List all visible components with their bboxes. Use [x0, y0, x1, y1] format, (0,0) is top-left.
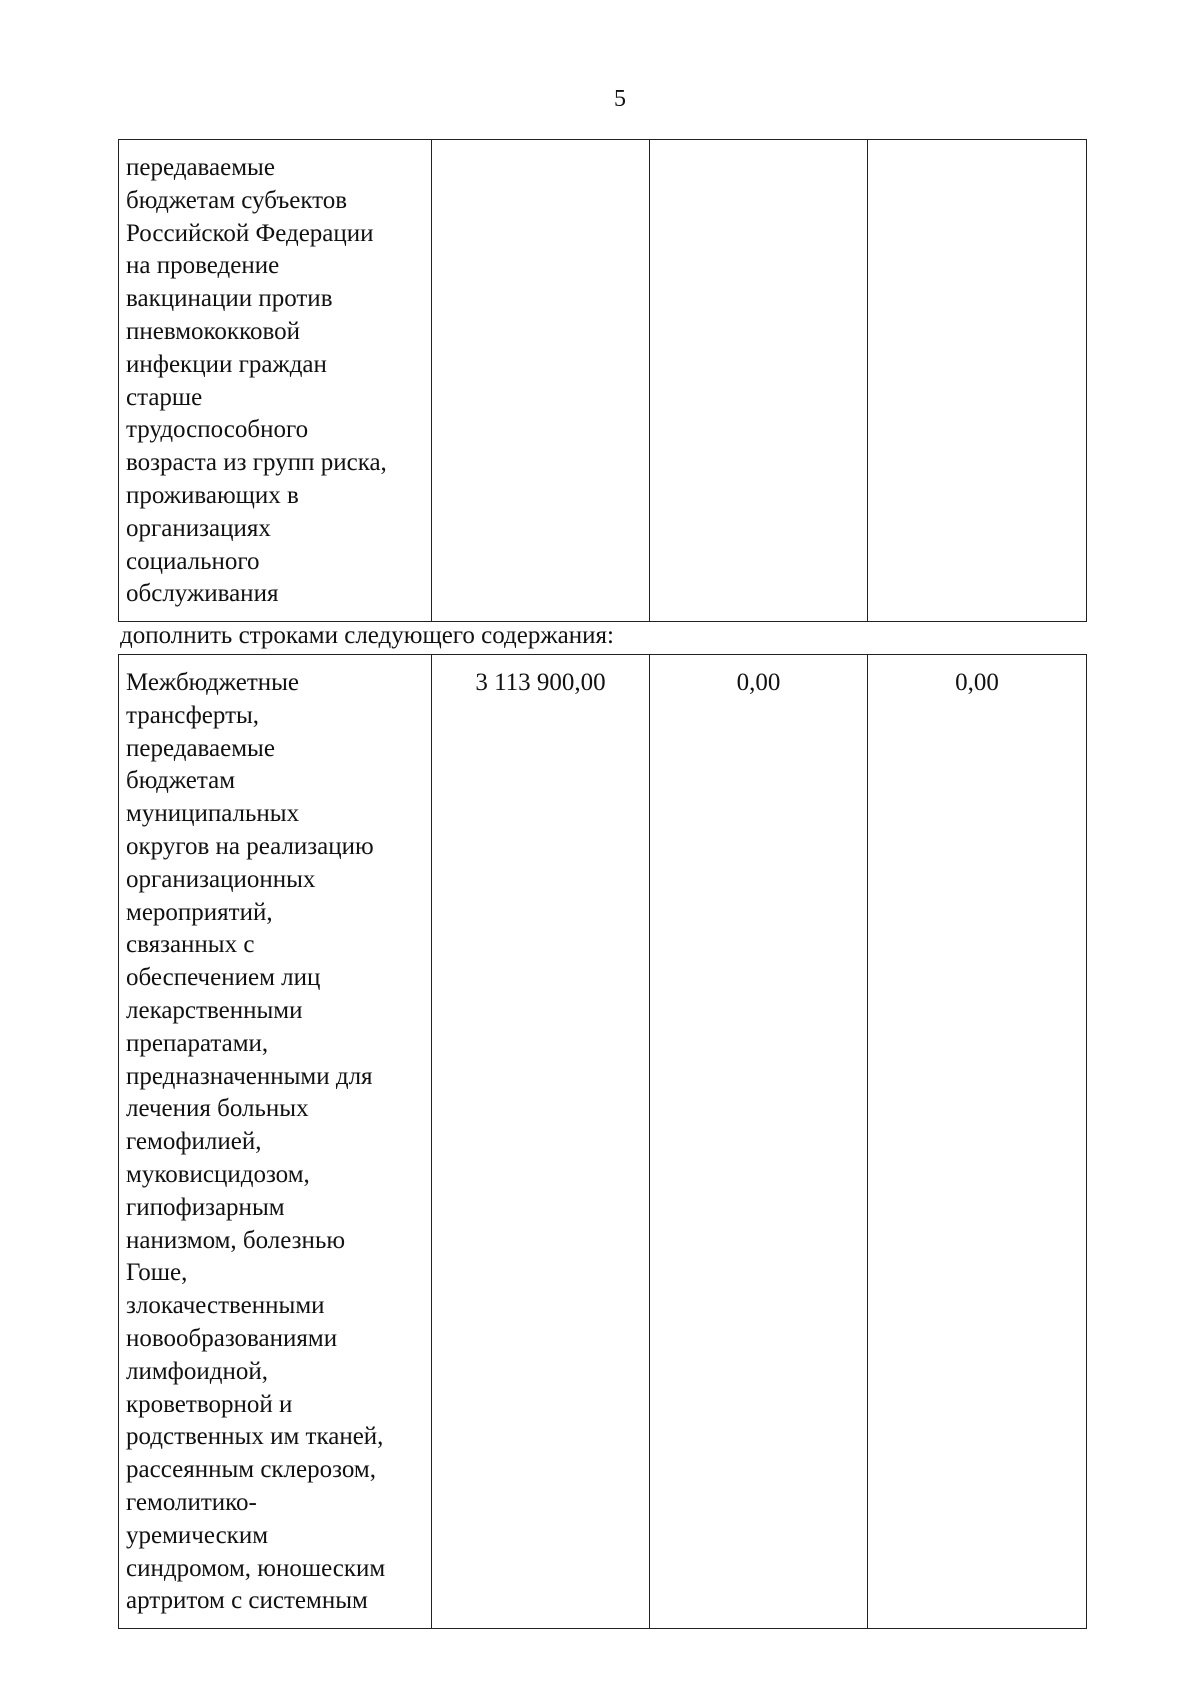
row-value-2: [650, 140, 868, 622]
budget-table-new-rows: [118, 654, 1087, 1629]
amendment-instruction: дополнить строками следующего содержания:: [120, 622, 614, 649]
row-description: Межбюджетные трансферты, передаваемые бюджетам муниципальных округов на реализацию организационных мероприятий, связанных с обеспечением лиц лекарственными препаратами, предназначенными для лечения больных гемофилией, муковисцидозом, гипофизарным нанизмом, болезнью Гоше, злокачественными новообразованиями лимфоидной, кроветворной и родственных им тканей, рассеянным склерозом, гемолитико- уремическим синдромом, юношеским артритом с системным: [119, 655, 432, 1629]
page-number: 5: [614, 86, 626, 112]
row-value-1: 3 113 900,00: [432, 655, 650, 1629]
table-row: [119, 655, 1087, 1629]
row-description: передаваемые бюджетам субъектов Российской Федерации на проведение вакцинации против пневмококковой инфекции граждан старше трудоспособного возраста из групп риска, проживающих в организациях социального обслуживания: [119, 140, 432, 622]
row-value-3: [868, 140, 1087, 622]
row-value-1: [432, 140, 650, 622]
row-value-2: 0,00: [650, 655, 868, 1629]
table-row: [119, 140, 1087, 622]
row-value-3: 0,00: [868, 655, 1087, 1629]
budget-table-continued: [118, 139, 1087, 622]
